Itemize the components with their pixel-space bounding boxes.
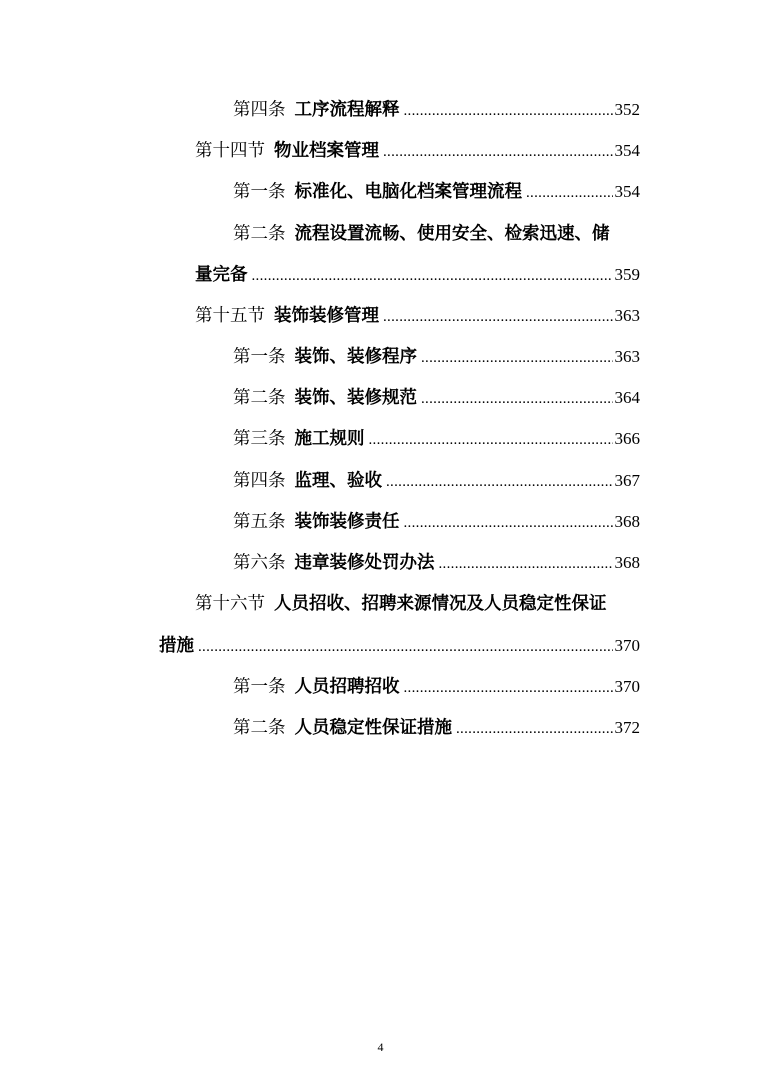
toc-entry-page: 363 <box>614 306 640 325</box>
toc-entry-continuation[interactable] <box>195 261 640 289</box>
toc-entry[interactable] <box>195 590 640 618</box>
toc-entry-page: 370 <box>614 636 640 655</box>
toc-entry-title: 物业档案管理 <box>274 141 379 161</box>
toc-entry-page: 352 <box>614 100 640 119</box>
toc-dot-leader <box>421 350 613 367</box>
toc-entry[interactable] <box>195 137 640 165</box>
toc-entry-continuation[interactable] <box>159 632 640 660</box>
toc-entry-number: 第四条 <box>233 471 286 491</box>
toc-dot-leader <box>369 432 613 449</box>
toc-entry[interactable] <box>233 714 640 742</box>
toc-entry-number: 第十四节 <box>195 141 265 161</box>
toc-entry[interactable] <box>233 384 640 412</box>
toc-dot-leader <box>383 309 613 326</box>
toc-entry-number: 第十六节 <box>195 594 265 614</box>
toc-dot-leader <box>456 721 613 738</box>
toc-dot-leader <box>383 144 613 161</box>
toc-entry[interactable] <box>233 425 640 453</box>
toc-entry-number: 第一条 <box>233 677 286 697</box>
toc-entry-title: 人员招聘招收 <box>294 677 400 697</box>
toc-entry[interactable] <box>233 549 640 577</box>
toc-entry-number: 第二条 <box>233 224 286 244</box>
toc-dot-leader <box>526 185 613 202</box>
toc-entry-title: 装饰装修责任 <box>294 512 400 532</box>
toc-entry-page: 364 <box>614 388 640 407</box>
toc-entry-number: 第六条 <box>233 553 286 573</box>
toc-entry-title: 监理、验收 <box>294 471 382 491</box>
toc-entry-title: 施工规则 <box>294 429 365 449</box>
toc-entry-page: 367 <box>614 471 640 490</box>
toc-entry[interactable] <box>233 673 640 701</box>
page-number: 4 <box>377 1040 384 1054</box>
toc-dot-leader <box>421 391 613 408</box>
toc-entry[interactable] <box>233 343 640 371</box>
toc-entry-title: 工序流程解释 <box>294 100 400 120</box>
toc-entry-number: 第五条 <box>233 512 286 532</box>
toc-entry-page: 370 <box>614 677 640 696</box>
toc-entry-title: 人员招收、招聘来源情况及人员稳定性保证 <box>274 594 607 614</box>
toc-dot-leader <box>439 556 613 573</box>
toc-entry-number: 第三条 <box>233 429 286 449</box>
toc-dot-leader <box>404 680 613 697</box>
toc-entry-page: 372 <box>614 718 640 737</box>
toc-entry-number: 第二条 <box>233 388 286 408</box>
toc-entry-page: 354 <box>614 141 640 160</box>
toc-entry-page: 359 <box>614 265 640 284</box>
toc-entry[interactable] <box>233 220 640 248</box>
toc-entry-title: 装饰、装修程序 <box>294 347 417 367</box>
toc-dot-leader <box>198 639 613 656</box>
toc-entry-number: 第二条 <box>233 718 286 738</box>
toc-entry[interactable] <box>195 302 640 330</box>
toc-entry-number: 第一条 <box>233 347 286 367</box>
toc-entry-page: 366 <box>614 429 640 448</box>
toc-entry-title: 流程设置流畅、使用安全、检索迅速、储 <box>294 224 610 244</box>
toc-dot-leader <box>404 103 613 120</box>
toc-entry-number: 第十五节 <box>195 306 265 326</box>
toc-entry-title: 装饰装修管理 <box>274 306 379 326</box>
toc-entry-number: 第一条 <box>233 182 286 202</box>
toc-entry-page: 368 <box>614 553 640 572</box>
toc-dot-leader <box>404 515 613 532</box>
toc-entry-page: 354 <box>614 182 640 201</box>
toc-entry-title: 标准化、电脑化档案管理流程 <box>294 182 522 202</box>
toc-entry-page: 363 <box>614 347 640 366</box>
toc-entry-page: 368 <box>614 512 640 531</box>
toc-entry-title: 违章装修处罚办法 <box>294 553 435 573</box>
toc-entry-title: 量完备 <box>195 265 248 285</box>
toc-entry-title: 措施 <box>159 636 194 656</box>
toc-dot-leader <box>252 268 613 285</box>
toc-entry-title: 人员稳定性保证措施 <box>294 718 452 738</box>
toc-dot-leader <box>386 474 613 491</box>
toc-entry-number: 第四条 <box>233 100 286 120</box>
toc-entry[interactable] <box>233 467 640 495</box>
toc-entry[interactable] <box>233 178 640 206</box>
toc-entry-title: 装饰、装修规范 <box>294 388 417 408</box>
toc-entry[interactable] <box>233 508 640 536</box>
toc-entry[interactable] <box>233 96 640 124</box>
